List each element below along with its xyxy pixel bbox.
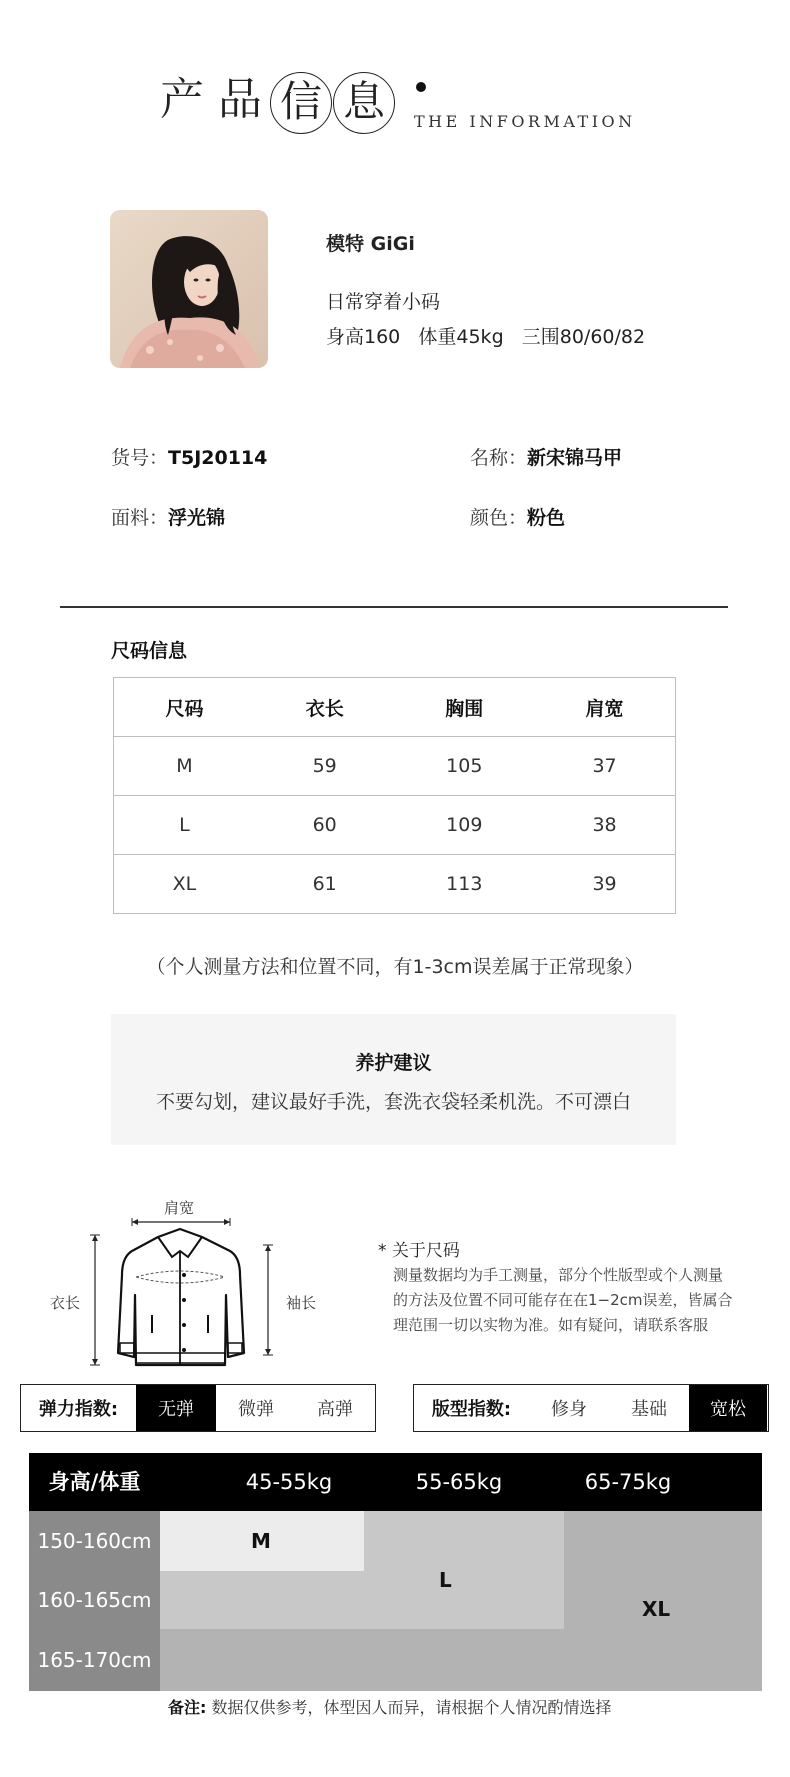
model-name: 模特 GiGi	[326, 233, 415, 255]
header-shoulder: 肩宽	[534, 678, 675, 737]
care-title: 养护建议	[355, 1052, 432, 1074]
table-row	[114, 737, 676, 796]
header-length: 衣长	[255, 678, 395, 737]
weight-col: 55-65kg	[415, 1470, 503, 1494]
height-row: 150-160cm	[29, 1511, 160, 1571]
color-label: 颜色：	[470, 507, 528, 529]
elasticity-option-none: 无弹	[136, 1385, 216, 1431]
cell: 109	[394, 796, 534, 855]
size-label-m: M	[251, 1529, 271, 1553]
model-photo	[110, 210, 268, 368]
title-char-4: 息	[333, 72, 395, 134]
care-box	[111, 1014, 676, 1145]
cell: XL	[114, 855, 255, 914]
sku-label: 货号：	[111, 447, 169, 469]
cell: 61	[255, 855, 395, 914]
cell: 38	[534, 796, 675, 855]
weight-col: 65-75kg	[584, 1470, 672, 1494]
diagram-sleeve-label: 袖长	[286, 1294, 317, 1312]
chart-header	[29, 1453, 762, 1511]
chart-footnote	[168, 1695, 612, 1718]
about-size-title: * 关于尺码	[378, 1241, 460, 1261]
sku-field	[111, 443, 267, 470]
title-english: THE INFORMATION	[414, 112, 636, 131]
header-chest: 胸围	[394, 678, 534, 737]
footnote-label: 备注:	[168, 1698, 207, 1717]
cell: 39	[534, 855, 675, 914]
model-stats: 身高160 体重45kg 三围80/60/82	[326, 326, 646, 348]
size-recommendation-chart	[29, 1453, 762, 1691]
elasticity-option-slight: 微弹	[238, 1399, 274, 1420]
cell: L	[114, 796, 255, 855]
about-line: 的方法及位置不同可能存在在1−2cm误差，皆属合	[393, 1291, 733, 1309]
size-info-title: 尺码信息	[111, 640, 188, 662]
about-line: 理范围一切以实物为准。如有疑问，请联系客服	[393, 1316, 709, 1334]
cell: 37	[534, 737, 675, 796]
model-size-habit: 日常穿着小码	[326, 291, 441, 313]
fit-index	[413, 1384, 769, 1432]
elasticity-option-high: 高弹	[317, 1399, 353, 1420]
fabric-label: 面料：	[111, 507, 169, 529]
cell: 60	[255, 796, 395, 855]
garment-diagram	[80, 1215, 300, 1375]
cell: 59	[255, 737, 395, 796]
title-char-2: 品	[218, 74, 262, 125]
cell: 105	[394, 737, 534, 796]
fabric-value: 浮光锦	[168, 507, 226, 529]
elasticity-label: 弹力指数:	[38, 1399, 119, 1420]
table-row	[114, 855, 676, 914]
fit-option-regular: 基础	[631, 1399, 667, 1420]
color-field	[470, 503, 565, 530]
cell: 113	[394, 855, 534, 914]
header-size: 尺码	[114, 678, 255, 737]
elasticity-index	[20, 1384, 376, 1432]
footnote-text: 数据仅供参考，体型因人而异，请根据个人情况酌情选择	[211, 1698, 612, 1717]
name-label: 名称：	[470, 447, 528, 469]
size-label-xl: XL	[642, 1597, 671, 1621]
about-line: 测量数据均为手工测量，部分个性版型或个人测量	[393, 1266, 724, 1284]
size-label-l: L	[439, 1568, 452, 1592]
title-dot	[416, 82, 426, 92]
divider	[60, 606, 728, 608]
fit-option-slim: 修身	[551, 1399, 587, 1420]
diagram-length-label: 衣长	[50, 1294, 81, 1312]
weight-col: 45-55kg	[245, 1470, 333, 1494]
name-value: 新宋锦马甲	[527, 447, 623, 469]
size-table-header	[114, 678, 676, 737]
measure-note: （个人测量方法和位置不同，有1-3cm误差属于正常现象）	[146, 956, 644, 978]
height-row: 165-170cm	[29, 1629, 160, 1691]
sku-value: T5J20114	[168, 447, 268, 469]
chart-corner: 身高/体重	[48, 1470, 141, 1494]
fit-option-loose: 宽松	[689, 1385, 767, 1431]
table-row	[114, 796, 676, 855]
height-row: 160-165cm	[29, 1571, 160, 1629]
cell: M	[114, 737, 255, 796]
fit-label: 版型指数:	[431, 1399, 512, 1420]
size-table	[113, 677, 676, 914]
color-value: 粉色	[527, 507, 566, 529]
title-char-1: 产	[160, 74, 204, 125]
name-field	[470, 443, 622, 470]
fabric-field	[111, 503, 225, 530]
title-char-3: 信	[270, 72, 332, 134]
about-size-text	[393, 1263, 763, 1338]
care-text: 不要勾划，建议最好手洗，套洗衣袋轻柔机洗。不可漂白	[155, 1091, 631, 1113]
diagram-shoulder-label: 肩宽	[164, 1199, 195, 1217]
